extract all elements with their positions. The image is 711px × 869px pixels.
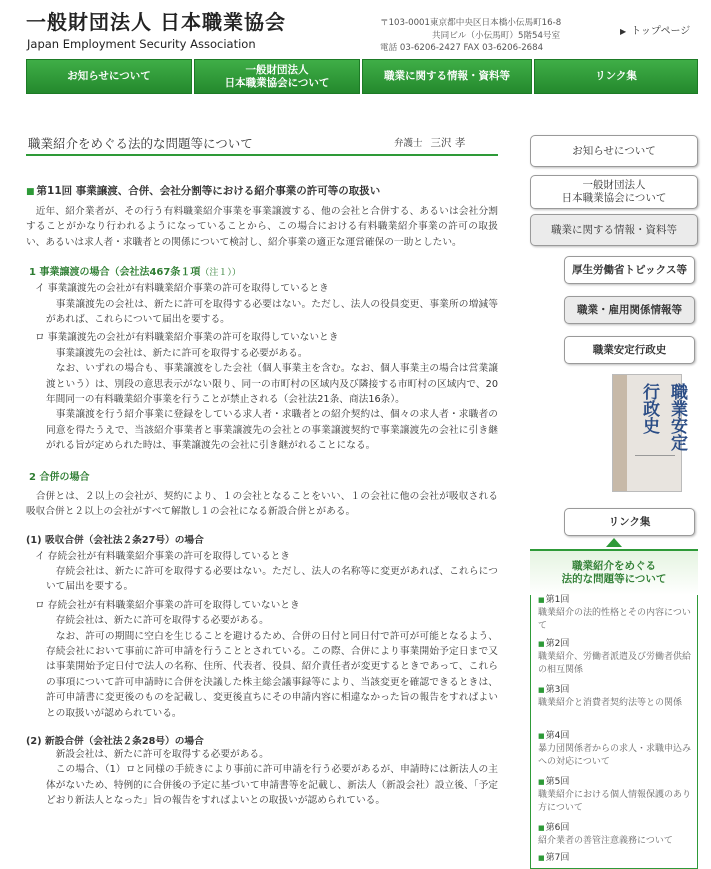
square-icon: ■ [538,640,545,648]
author [394,135,465,150]
side-links-button[interactable]: リンク集 [564,508,695,536]
section-title: ■ 第11回 事業譲渡、合併、会社分割等における紹介事業の許可等の取扱い [26,185,381,197]
series-item-6[interactable]: ■第6回 紹介業者の善管注意義務について [538,823,673,846]
author-label: 弁護士 [394,138,423,149]
triangle-right-icon: ▶ [620,27,627,36]
square-icon: ■ [538,686,545,694]
side-news-button[interactable]: お知らせについて [530,135,698,167]
item-a-i2-body1: 存続会社は、新たに許可を取得する必要がある。 [55,615,269,627]
series-box-notch [606,538,622,547]
page-title: 職業紹介をめぐる法的な問題等について [28,136,253,151]
address-line3: 電話 03-6206-2427 FAX 03-6206-2684 [380,43,544,53]
item-a-i2: ロ 存続会社が有料職業紹介事業の許可を取得していないとき [35,599,300,611]
heading-merger: 2 合併の場合 [29,471,90,483]
nav-about-l2: 日本職業協会について [224,76,330,89]
nav-links[interactable]: リンク集 [534,59,698,94]
address-block [380,17,561,55]
series-box-heading: 職業紹介をめぐる 法的な問題等について [530,549,698,595]
series-item-3[interactable]: ■第3回 職業紹介と消費者契約法等との関係 [538,685,683,708]
item-i2-body2: なお、いずれの場合も、事業譲渡をした会社（個人事業主を含む。なお、個人事業主の場合は営業譲渡という）は、別段の意思表示がない限り、同一の市町村の区域内及び隣接する市町村の区域内で、20年間同一の有料職業紹介事業を行うことが禁止される（会社法21条、商法16条）。 [46,363,498,406]
side-employment-info-button[interactable]: 職業・雇用関係情報等 [564,296,695,324]
page-title-bar [26,130,498,156]
merger-intro: 合併とは、２以上の会社が、契約により、１の会社となることをいい、１の会社に他の会社が吸収される吸収合併と２以上の会社がすべて解散し１の会社になる新設合併とがある。 [26,490,498,518]
address-line2: 共同ビル（小伝馬町）5階54号室 [432,30,561,41]
nav-news[interactable]: お知らせについて [26,59,192,94]
heading-business-transfer: 1 事業譲渡の場合（会社法467条１項（注１）） [29,267,241,279]
org-name-jp: 一般財団法人 日本職業協会 [26,10,286,34]
top-page-label: トップページ [631,26,691,37]
item-i2-body1: 事業譲渡先の会社は、新たに許可を取得する必要がある。 [55,347,308,359]
book-cover-image[interactable] [612,374,687,492]
series-item-1[interactable]: ■第1回 職業紹介の法的性格とその内容について [538,595,691,631]
square-icon: ■ [538,596,545,604]
intro-paragraph: 近年、紹介業者が、その行う有料職業紹介事業を事業譲渡する、他の会社と合併する、あるいは会社分割することがかなり行われるようになっていることから、この場合における有料職業紹介事業の許可の取扱い、あるいは求人者・求職者との関係について検討し、紹介事業の適正な運営確保の一助としたい。 [26,206,498,248]
book-title-2: 行政史 [639,383,659,434]
side-mhlw-topics-button[interactable]: 厚生労働省トピックス等 [564,256,695,284]
item-a-i1-body: 存続会社は、新たに許可を取得する必要はない。ただし、法人の名称等に変更があれば、これらについて届出を要する。 [46,565,498,593]
side-about-l1: 一般財団法人 [582,179,646,191]
square-icon: ■ [538,732,545,740]
series-item-5[interactable]: ■第5回 職業紹介における個人情報保護のあり方について [538,777,692,813]
heading-absorption-merger: (1) 吸収合併（会社法２条27号）の場合 [26,534,204,546]
global-nav [26,59,698,94]
book-title-1: 職業安定 [667,383,687,451]
address-line1: 〒103-0001東京都中央区日本橋小伝馬町16-8 [380,18,562,28]
square-icon: ■ [538,854,545,862]
side-history-button[interactable]: 職業安定行政史 [564,336,695,364]
item-i1-body: 事業譲渡先の会社は、新たに許可を取得する必要はない。ただし、法人の役員変更、事業所の増減等があれば、これらについて届出を要する。 [46,298,498,326]
series-item-4[interactable]: ■第4回 暴力団関係者からの求人・求職申込みへの対応について [538,731,692,767]
side-about-button[interactable] [530,175,698,209]
author-name: 三沢 孝 [430,137,466,149]
item-i1: イ 事業譲渡先の会社が有料職業紹介事業の許可を取得しているとき [35,283,329,295]
nav-about-l1: 一般財団法人 [245,63,309,76]
side-about-l2: 日本職業協会について [561,192,667,204]
item-b-body1: 新設会社は、新たに許可を取得する必要がある。 [55,748,269,760]
nav-about[interactable] [194,59,360,94]
org-name-en: Japan Employment Security Association [27,37,256,51]
footnote-ref[interactable]: （注１）） [200,268,241,279]
item-b-body2: この場合、（1）ロと同様の手続きにより事前に許可申請を行う必要があるが、申請時には新法人の主体がないため、特例的に合併後の予定に基づいて申請書等を記載し、新法人（新設会社）設立後、「予定どおり新法人となった」旨の報告をすればよいとの取扱いが認められている。 [46,764,498,807]
item-a-i2-body2: なお、許可の期間に空白を生じることを避けるため、合併の日付と同日付で許可が可能となるよう、存続会社において事前に許可申請を行うこととされている。この際、合併により事業開始予定日まで又は事業開始予定日付で法人の名称、住所、代表者、役員、紹介責任者が変更するときであって、これらの事項について許可申請時に合併を決議した株主総会議事録等により、当該変更を確認できるときは、許可申請書に変更後のものを記載し、変更後直ちにその申請内容に相違なかった旨の報告をすればよいとの取扱いが認められている。 [46,630,498,719]
top-page-link[interactable] [620,22,690,37]
square-icon: ■ [538,778,545,786]
series-item-2[interactable]: ■第2回 職業紹介、労働者派遣及び労働者供給の相互関係 [538,639,692,675]
square-icon: ■ [26,187,35,197]
series-item-7[interactable]: ■第7回 [538,853,570,863]
side-info-button[interactable]: 職業に関する情報・資料等 [530,214,698,246]
item-i2: ロ 事業譲渡先の会社が有料職業紹介事業の許可を取得していないとき [35,332,339,344]
item-i2-body3: 事業譲渡を行う紹介事業に登録をしている求人者・求職者との紹介契約は、個々の求人者・求職者の同意を得たうえで、当該紹介事業者と事業譲渡先の会社との事業譲渡契約で事業譲渡先の会社に引き継がれる旨が定められた時は、事業譲渡先の会社に引き継がれることになる。 [46,409,498,452]
nav-info[interactable]: 職業に関する情報・資料等 [362,59,532,94]
main-content [26,130,498,809]
heading-consolidation-merger: (2) 新設合併（会社法２条28号）の場合 [26,735,204,747]
item-a-i1: イ 存続会社が有料職業紹介事業の許可を取得しているとき [35,550,290,562]
square-icon: ■ [538,824,545,832]
